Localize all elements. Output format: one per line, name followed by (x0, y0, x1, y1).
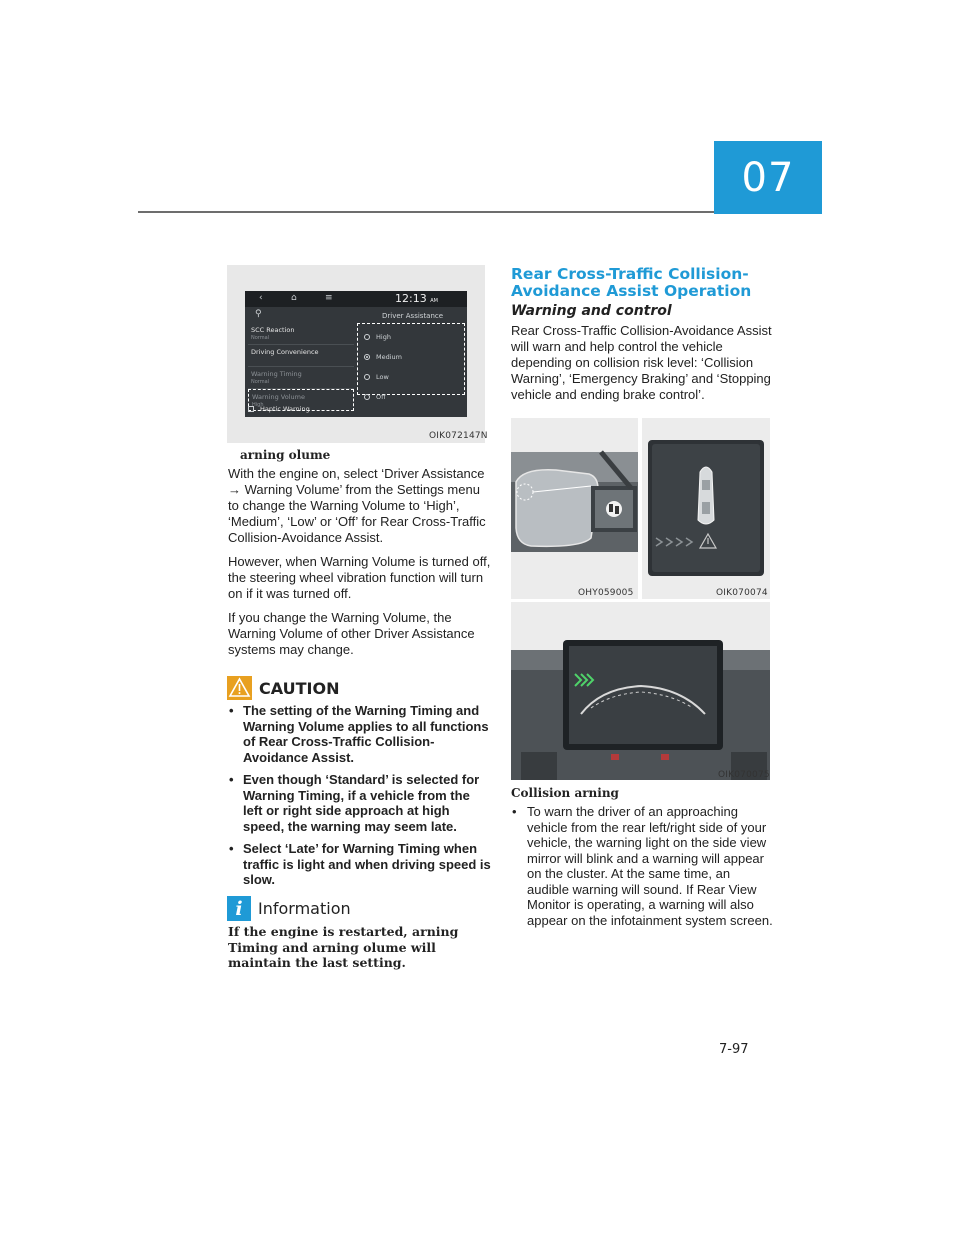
volume-options-panel (357, 323, 465, 401)
right-intro: Rear Cross-Traffic Collision-Avoidance Assist will warn and help control the vehicle depending on collision risk level: ‘Collision Warning’, ‘Emergency Braking’ and ‘Stopping vehicle and ending brake control’. (511, 323, 772, 402)
infotainment-screen (245, 291, 467, 417)
radio-selected-icon (364, 354, 370, 360)
photo-code: OIK070075 (718, 770, 770, 780)
info-icon: i (227, 896, 251, 921)
infotainment-photo (511, 602, 770, 780)
paragraph: With the engine on, select ‘Driver Assistance → Warning Volume’ from the Settings menu to change the Warning Volume to ‘High’, ‘Medium’, ‘Low’ or ‘Off’ for Rear Cross-Traffic Collision-Avoidance Assist. (228, 466, 486, 545)
radio-icon (364, 334, 370, 340)
back-icon: ‹ (259, 293, 263, 303)
cluster-photo (642, 418, 770, 599)
menu-sub: High (252, 402, 264, 408)
menu-label: Warning Timing (251, 370, 302, 378)
information-body: If the engine is restarted, arning Timing and arning olume will maintain the last setting. (228, 924, 459, 970)
information-title: Information (258, 899, 351, 918)
figure-caption: Collision arning (511, 786, 619, 800)
menu-item-scc-reaction (248, 323, 354, 345)
screen-title: Driver Assistance (382, 312, 444, 320)
option-medium: Medium (364, 344, 464, 364)
sub-title: Warning and control (511, 303, 672, 319)
page-number: 7-97 (719, 1042, 749, 1057)
radio-icon (364, 374, 370, 380)
menu-sub: Normal (251, 335, 270, 341)
menu-icon: ≡ (325, 293, 333, 303)
caution-item: • Select ‘Late’ for Warning Timing when traffic is light and when driving speed is slow. (229, 841, 491, 888)
option-high: High (364, 324, 464, 344)
menu-label: Driving Convenience (251, 348, 319, 356)
bullet-item: • To warn the driver of an approaching vehicle from the rear left/right side of your vehicle, the warning light on the side view mirror will blink and a warning will appear on the cluster. At the same time, an audible warning will sound. If Rear View Monitor is operating, a warning will also appear on the infotainment system screen. (512, 804, 774, 928)
option-low: Low (364, 364, 464, 384)
menu-sub: Normal (251, 379, 270, 385)
caution-list (229, 703, 491, 895)
menu-item-driving-convenience (248, 345, 354, 367)
screen-topbar (245, 291, 467, 307)
option-off: Off (364, 384, 464, 404)
figure-code: OIK072147N (429, 431, 488, 441)
figure-caption: arning olume (240, 448, 331, 462)
radio-icon (364, 394, 370, 400)
paragraph: If you change the Warning Volume, the Warning Volume of other Driver Assistance systems may change. (228, 610, 475, 657)
section-title: Rear Cross-Traffic Collision-Avoidance Assist Operation (511, 265, 752, 300)
menu-label: Warning Volume (252, 393, 305, 401)
menu-label: SCC Reaction (251, 326, 295, 334)
search-icon: ⚲ (255, 309, 262, 319)
photo-code: OIK070074 (716, 588, 768, 598)
haptic-warning-row: Haptic Warning (248, 405, 310, 413)
chapter-tab (714, 141, 822, 214)
menu-item-warning-timing (248, 367, 354, 389)
checkbox-icon (248, 406, 254, 412)
paragraph: However, when Warning Volume is turned off, the steering wheel vibration function will turn on if it was turned off. (228, 554, 491, 601)
side-mirror-photo (511, 418, 638, 599)
caution-item: • The setting of the Warning Timing and Warning Volume applies to all functions of Rear Cross-Traffic Collision-Avoidance Assist. (229, 703, 491, 765)
photo-code: OHY059005 (578, 588, 634, 598)
screen-clock: 12:13 AM (395, 292, 438, 305)
warning-volume-figure (227, 265, 488, 443)
warning-triangle-icon (227, 676, 252, 700)
caution-title: CAUTION (259, 678, 340, 698)
left-body (228, 466, 494, 666)
chapter-number: 07 (741, 154, 795, 201)
settings-menu (248, 323, 354, 411)
information-header (227, 896, 351, 921)
caution-header (227, 676, 339, 700)
home-icon: ⌂ (291, 293, 297, 303)
right-bullet-list (512, 804, 774, 928)
caution-item: • Even though ‘Standard’ is selected for Warning Timing, if a vehicle from the left or right side approach at high speed, the warning may seem late. (229, 772, 491, 834)
header-rule (138, 211, 714, 213)
